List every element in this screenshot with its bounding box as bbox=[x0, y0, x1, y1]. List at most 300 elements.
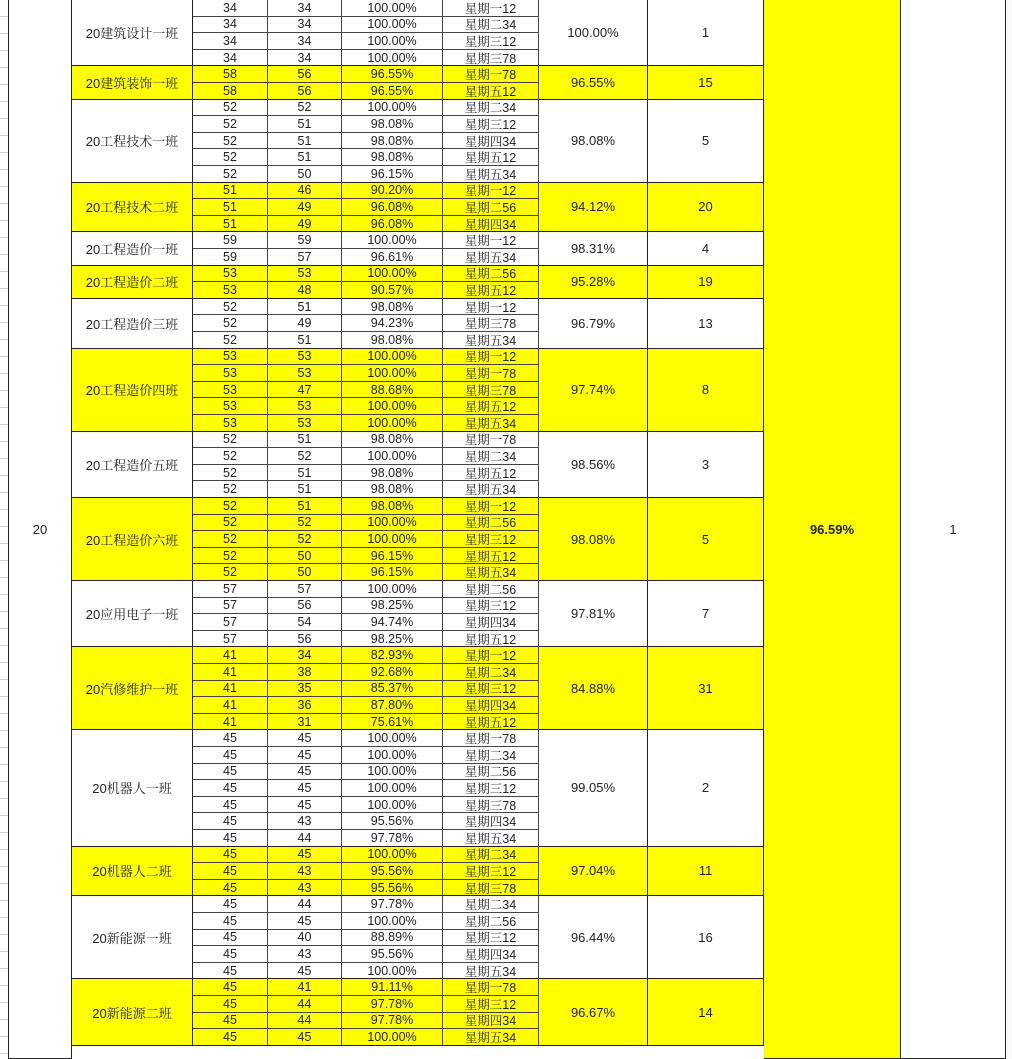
session-cell[interactable]: 星期五34 bbox=[443, 481, 539, 498]
present-count-cell[interactable]: 44 bbox=[268, 996, 342, 1013]
present-count-cell[interactable]: 51 bbox=[268, 465, 342, 482]
present-count-cell[interactable]: 56 bbox=[268, 598, 342, 615]
enrolled-count-cell[interactable]: 57 bbox=[193, 631, 268, 648]
present-count-cell[interactable]: 34 bbox=[268, 647, 342, 664]
present-count-cell[interactable]: 57 bbox=[268, 249, 342, 266]
attendance-rate-cell[interactable]: 100.00% bbox=[342, 365, 443, 382]
session-cell[interactable]: 星期三12 bbox=[443, 681, 539, 698]
class-rate-cell[interactable]: 98.31% bbox=[539, 232, 648, 265]
class-rank-cell[interactable]: 8 bbox=[648, 349, 764, 432]
session-cell[interactable]: 星期四34 bbox=[443, 946, 539, 963]
session-cell[interactable]: 星期四34 bbox=[443, 216, 539, 233]
enrolled-count-cell[interactable]: 45 bbox=[193, 913, 268, 930]
class-rate-cell[interactable]: 98.08% bbox=[539, 498, 648, 581]
enrolled-count-cell[interactable]: 52 bbox=[193, 548, 268, 565]
present-count-cell[interactable]: 43 bbox=[268, 946, 342, 963]
attendance-rate-cell[interactable]: 98.08% bbox=[342, 465, 443, 482]
class-rank-cell[interactable]: 3 bbox=[648, 432, 764, 498]
attendance-rate-cell[interactable]: 100.00% bbox=[342, 266, 443, 283]
class-rate-cell[interactable]: 97.74% bbox=[539, 349, 648, 432]
enrolled-count-cell[interactable]: 41 bbox=[193, 664, 268, 681]
class-rank-cell[interactable]: 16 bbox=[648, 896, 764, 979]
enrolled-count-cell[interactable]: 52 bbox=[193, 498, 268, 515]
class-name-cell[interactable]: 20工程造价六班 bbox=[72, 498, 193, 581]
class-rate-cell[interactable]: 96.67% bbox=[539, 979, 648, 1045]
present-count-cell[interactable]: 53 bbox=[268, 349, 342, 366]
enrolled-count-cell[interactable]: 45 bbox=[193, 946, 268, 963]
present-count-cell[interactable]: 36 bbox=[268, 697, 342, 714]
session-cell[interactable]: 星期三12 bbox=[443, 996, 539, 1013]
enrolled-count-cell[interactable]: 45 bbox=[193, 813, 268, 830]
attendance-rate-cell[interactable]: 100.00% bbox=[342, 780, 443, 797]
present-count-cell[interactable]: 53 bbox=[268, 415, 342, 432]
class-rank-cell[interactable]: 15 bbox=[648, 66, 764, 99]
present-count-cell[interactable]: 45 bbox=[268, 797, 342, 814]
present-count-cell[interactable]: 45 bbox=[268, 764, 342, 781]
present-count-cell[interactable]: 56 bbox=[268, 631, 342, 648]
class-rate-cell[interactable]: 100.00% bbox=[539, 0, 648, 66]
attendance-rate-cell[interactable]: 94.23% bbox=[342, 315, 443, 332]
session-cell[interactable]: 星期五34 bbox=[443, 830, 539, 847]
present-count-cell[interactable]: 52 bbox=[268, 448, 342, 465]
grade-rank-cell[interactable]: 1 bbox=[901, 0, 1006, 1059]
session-cell[interactable]: 星期五34 bbox=[443, 963, 539, 980]
attendance-rate-cell[interactable]: 95.56% bbox=[342, 880, 443, 897]
enrolled-count-cell[interactable]: 45 bbox=[193, 963, 268, 980]
class-name-cell[interactable]: 20工程技术一班 bbox=[72, 100, 193, 183]
attendance-rate-cell[interactable]: 100.00% bbox=[342, 17, 443, 34]
class-rate-cell[interactable]: 98.56% bbox=[539, 432, 648, 498]
session-cell[interactable]: 星期一78 bbox=[443, 432, 539, 449]
session-cell[interactable]: 星期四34 bbox=[443, 133, 539, 150]
enrolled-count-cell[interactable]: 53 bbox=[193, 349, 268, 366]
class-rate-cell[interactable]: 96.79% bbox=[539, 299, 648, 349]
attendance-rate-cell[interactable]: 98.08% bbox=[342, 432, 443, 449]
attendance-rate-cell[interactable]: 90.20% bbox=[342, 183, 443, 200]
present-count-cell[interactable]: 51 bbox=[268, 299, 342, 316]
present-count-cell[interactable]: 50 bbox=[268, 564, 342, 581]
attendance-rate-cell[interactable]: 94.74% bbox=[342, 614, 443, 631]
present-count-cell[interactable]: 35 bbox=[268, 681, 342, 698]
enrolled-count-cell[interactable]: 45 bbox=[193, 979, 268, 996]
present-count-cell[interactable]: 51 bbox=[268, 149, 342, 166]
class-rank-cell[interactable]: 19 bbox=[648, 266, 764, 299]
enrolled-count-cell[interactable]: 53 bbox=[193, 266, 268, 283]
session-cell[interactable]: 星期二34 bbox=[443, 847, 539, 864]
attendance-rate-cell[interactable]: 100.00% bbox=[342, 913, 443, 930]
present-count-cell[interactable]: 47 bbox=[268, 382, 342, 399]
present-count-cell[interactable]: 44 bbox=[268, 1013, 342, 1030]
attendance-rate-cell[interactable]: 85.37% bbox=[342, 681, 443, 698]
present-count-cell[interactable]: 34 bbox=[268, 0, 342, 17]
attendance-rate-cell[interactable]: 100.00% bbox=[342, 1029, 443, 1046]
class-name-cell[interactable]: 20工程造价四班 bbox=[72, 349, 193, 432]
enrolled-count-cell[interactable]: 52 bbox=[193, 315, 268, 332]
present-count-cell[interactable]: 52 bbox=[268, 100, 342, 117]
session-cell[interactable]: 星期三78 bbox=[443, 880, 539, 897]
enrolled-count-cell[interactable]: 53 bbox=[193, 282, 268, 299]
enrolled-count-cell[interactable]: 52 bbox=[193, 166, 268, 183]
enrolled-count-cell[interactable]: 59 bbox=[193, 232, 268, 249]
enrolled-count-cell[interactable]: 45 bbox=[193, 1013, 268, 1030]
present-count-cell[interactable]: 43 bbox=[268, 863, 342, 880]
attendance-rate-cell[interactable]: 100.00% bbox=[342, 33, 443, 50]
session-cell[interactable]: 星期一12 bbox=[443, 232, 539, 249]
session-cell[interactable]: 星期三78 bbox=[443, 797, 539, 814]
present-count-cell[interactable]: 53 bbox=[268, 365, 342, 382]
session-cell[interactable]: 星期四34 bbox=[443, 614, 539, 631]
class-rank-cell[interactable]: 11 bbox=[648, 847, 764, 897]
session-cell[interactable]: 星期五34 bbox=[443, 332, 539, 349]
session-cell[interactable]: 星期三12 bbox=[443, 116, 539, 133]
class-name-cell[interactable]: 20汽修维护一班 bbox=[72, 647, 193, 730]
class-rank-cell[interactable]: 20 bbox=[648, 183, 764, 233]
enrolled-count-cell[interactable]: 57 bbox=[193, 614, 268, 631]
attendance-rate-cell[interactable]: 100.00% bbox=[342, 764, 443, 781]
attendance-rate-cell[interactable]: 98.08% bbox=[342, 299, 443, 316]
attendance-rate-cell[interactable]: 95.56% bbox=[342, 863, 443, 880]
enrolled-count-cell[interactable]: 52 bbox=[193, 149, 268, 166]
present-count-cell[interactable]: 45 bbox=[268, 847, 342, 864]
session-cell[interactable]: 星期二34 bbox=[443, 17, 539, 34]
session-cell[interactable]: 星期一78 bbox=[443, 730, 539, 747]
enrolled-count-cell[interactable]: 34 bbox=[193, 0, 268, 17]
attendance-rate-cell[interactable]: 100.00% bbox=[342, 797, 443, 814]
attendance-rate-cell[interactable]: 98.08% bbox=[342, 332, 443, 349]
session-cell[interactable]: 星期一78 bbox=[443, 66, 539, 83]
present-count-cell[interactable]: 48 bbox=[268, 282, 342, 299]
session-cell[interactable]: 星期二56 bbox=[443, 913, 539, 930]
class-name-cell[interactable]: 20机器人二班 bbox=[72, 847, 193, 897]
present-count-cell[interactable]: 38 bbox=[268, 664, 342, 681]
enrolled-count-cell[interactable]: 45 bbox=[193, 764, 268, 781]
session-cell[interactable]: 星期五34 bbox=[443, 166, 539, 183]
enrolled-count-cell[interactable]: 53 bbox=[193, 382, 268, 399]
attendance-rate-cell[interactable]: 98.08% bbox=[342, 149, 443, 166]
class-rate-cell[interactable]: 99.05% bbox=[539, 730, 648, 846]
session-cell[interactable]: 星期五12 bbox=[443, 465, 539, 482]
session-cell[interactable]: 星期二34 bbox=[443, 448, 539, 465]
attendance-rate-cell[interactable]: 96.08% bbox=[342, 216, 443, 233]
class-rank-cell[interactable]: 5 bbox=[648, 498, 764, 581]
session-cell[interactable]: 星期五34 bbox=[443, 564, 539, 581]
class-name-cell[interactable]: 20建筑装饰一班 bbox=[72, 66, 193, 99]
enrolled-count-cell[interactable]: 53 bbox=[193, 365, 268, 382]
session-cell[interactable]: 星期三12 bbox=[443, 598, 539, 615]
attendance-rate-cell[interactable]: 87.80% bbox=[342, 697, 443, 714]
enrolled-count-cell[interactable]: 45 bbox=[193, 830, 268, 847]
class-name-cell[interactable]: 20工程造价二班 bbox=[72, 266, 193, 299]
attendance-rate-cell[interactable]: 100.00% bbox=[342, 0, 443, 17]
attendance-rate-cell[interactable]: 100.00% bbox=[342, 349, 443, 366]
present-count-cell[interactable]: 52 bbox=[268, 515, 342, 532]
enrolled-count-cell[interactable]: 52 bbox=[193, 133, 268, 150]
enrolled-count-cell[interactable]: 58 bbox=[193, 83, 268, 100]
enrolled-count-cell[interactable]: 45 bbox=[193, 1029, 268, 1046]
session-cell[interactable]: 星期五12 bbox=[443, 631, 539, 648]
enrolled-count-cell[interactable]: 53 bbox=[193, 398, 268, 415]
enrolled-count-cell[interactable]: 41 bbox=[193, 647, 268, 664]
session-cell[interactable]: 星期一12 bbox=[443, 0, 539, 17]
enrolled-count-cell[interactable]: 34 bbox=[193, 33, 268, 50]
present-count-cell[interactable]: 53 bbox=[268, 266, 342, 283]
enrolled-count-cell[interactable]: 52 bbox=[193, 332, 268, 349]
enrolled-count-cell[interactable]: 52 bbox=[193, 116, 268, 133]
class-name-cell[interactable]: 20机器人一班 bbox=[72, 730, 193, 846]
class-rank-cell[interactable]: 7 bbox=[648, 581, 764, 647]
enrolled-count-cell[interactable]: 45 bbox=[193, 847, 268, 864]
session-cell[interactable]: 星期四34 bbox=[443, 1013, 539, 1030]
session-cell[interactable]: 星期二34 bbox=[443, 664, 539, 681]
attendance-rate-cell[interactable]: 96.15% bbox=[342, 548, 443, 565]
present-count-cell[interactable]: 45 bbox=[268, 1029, 342, 1046]
enrolled-count-cell[interactable]: 53 bbox=[193, 415, 268, 432]
session-cell[interactable]: 星期五12 bbox=[443, 398, 539, 415]
session-cell[interactable]: 星期四34 bbox=[443, 697, 539, 714]
enrolled-count-cell[interactable]: 58 bbox=[193, 66, 268, 83]
enrolled-count-cell[interactable]: 52 bbox=[193, 531, 268, 548]
attendance-rate-cell[interactable]: 97.78% bbox=[342, 1013, 443, 1030]
class-rate-cell[interactable]: 96.44% bbox=[539, 896, 648, 979]
present-count-cell[interactable]: 44 bbox=[268, 830, 342, 847]
present-count-cell[interactable]: 50 bbox=[268, 548, 342, 565]
session-cell[interactable]: 星期三12 bbox=[443, 531, 539, 548]
session-cell[interactable]: 星期一12 bbox=[443, 647, 539, 664]
session-cell[interactable]: 星期一12 bbox=[443, 498, 539, 515]
session-cell[interactable]: 星期五12 bbox=[443, 149, 539, 166]
present-count-cell[interactable]: 45 bbox=[268, 780, 342, 797]
present-count-cell[interactable]: 45 bbox=[268, 963, 342, 980]
session-cell[interactable]: 星期二56 bbox=[443, 581, 539, 598]
class-name-cell[interactable]: 20新能源二班 bbox=[72, 979, 193, 1045]
present-count-cell[interactable]: 51 bbox=[268, 498, 342, 515]
attendance-rate-cell[interactable]: 97.78% bbox=[342, 996, 443, 1013]
class-rate-cell[interactable]: 95.28% bbox=[539, 266, 648, 299]
class-rate-cell[interactable]: 97.04% bbox=[539, 847, 648, 897]
attendance-rate-cell[interactable]: 96.55% bbox=[342, 83, 443, 100]
present-count-cell[interactable]: 51 bbox=[268, 481, 342, 498]
session-cell[interactable]: 星期一12 bbox=[443, 183, 539, 200]
enrolled-count-cell[interactable]: 52 bbox=[193, 481, 268, 498]
enrolled-count-cell[interactable]: 34 bbox=[193, 17, 268, 34]
session-cell[interactable]: 星期一78 bbox=[443, 979, 539, 996]
enrolled-count-cell[interactable]: 52 bbox=[193, 515, 268, 532]
present-count-cell[interactable]: 49 bbox=[268, 315, 342, 332]
session-cell[interactable]: 星期二34 bbox=[443, 747, 539, 764]
session-cell[interactable]: 星期二34 bbox=[443, 100, 539, 117]
class-name-cell[interactable]: 20应用电子一班 bbox=[72, 581, 193, 647]
present-count-cell[interactable]: 41 bbox=[268, 979, 342, 996]
attendance-rate-cell[interactable]: 96.55% bbox=[342, 66, 443, 83]
session-cell[interactable]: 星期五12 bbox=[443, 714, 539, 731]
present-count-cell[interactable]: 52 bbox=[268, 531, 342, 548]
present-count-cell[interactable]: 51 bbox=[268, 133, 342, 150]
attendance-rate-cell[interactable]: 95.56% bbox=[342, 813, 443, 830]
attendance-rate-cell[interactable]: 98.08% bbox=[342, 116, 443, 133]
session-cell[interactable]: 星期一12 bbox=[443, 299, 539, 316]
present-count-cell[interactable]: 59 bbox=[268, 232, 342, 249]
class-rate-cell[interactable]: 97.81% bbox=[539, 581, 648, 647]
attendance-rate-cell[interactable]: 92.68% bbox=[342, 664, 443, 681]
attendance-rate-cell[interactable]: 100.00% bbox=[342, 50, 443, 67]
session-cell[interactable]: 星期三78 bbox=[443, 50, 539, 67]
attendance-rate-cell[interactable]: 98.08% bbox=[342, 498, 443, 515]
present-count-cell[interactable]: 43 bbox=[268, 880, 342, 897]
present-count-cell[interactable]: 46 bbox=[268, 183, 342, 200]
attendance-rate-cell[interactable]: 90.57% bbox=[342, 282, 443, 299]
enrolled-count-cell[interactable]: 45 bbox=[193, 780, 268, 797]
enrolled-count-cell[interactable]: 57 bbox=[193, 581, 268, 598]
enrolled-count-cell[interactable]: 45 bbox=[193, 797, 268, 814]
enrolled-count-cell[interactable]: 45 bbox=[193, 880, 268, 897]
enrolled-count-cell[interactable]: 52 bbox=[193, 100, 268, 117]
class-name-cell[interactable]: 20工程造价一班 bbox=[72, 232, 193, 265]
present-count-cell[interactable]: 45 bbox=[268, 730, 342, 747]
class-rank-cell[interactable]: 4 bbox=[648, 232, 764, 265]
attendance-rate-cell[interactable]: 96.61% bbox=[342, 249, 443, 266]
session-cell[interactable]: 星期三12 bbox=[443, 930, 539, 947]
present-count-cell[interactable]: 45 bbox=[268, 913, 342, 930]
attendance-rate-cell[interactable]: 91.11% bbox=[342, 979, 443, 996]
session-cell[interactable]: 星期三78 bbox=[443, 315, 539, 332]
enrolled-count-cell[interactable]: 59 bbox=[193, 249, 268, 266]
enrolled-count-cell[interactable]: 45 bbox=[193, 730, 268, 747]
present-count-cell[interactable]: 56 bbox=[268, 83, 342, 100]
attendance-rate-cell[interactable]: 97.78% bbox=[342, 830, 443, 847]
attendance-rate-cell[interactable]: 95.56% bbox=[342, 946, 443, 963]
present-count-cell[interactable]: 54 bbox=[268, 614, 342, 631]
attendance-rate-cell[interactable]: 88.89% bbox=[342, 930, 443, 947]
attendance-rate-cell[interactable]: 98.08% bbox=[342, 481, 443, 498]
enrolled-count-cell[interactable]: 41 bbox=[193, 697, 268, 714]
present-count-cell[interactable]: 57 bbox=[268, 581, 342, 598]
present-count-cell[interactable]: 34 bbox=[268, 33, 342, 50]
attendance-rate-cell[interactable]: 98.08% bbox=[342, 133, 443, 150]
enrolled-count-cell[interactable]: 52 bbox=[193, 432, 268, 449]
present-count-cell[interactable]: 43 bbox=[268, 813, 342, 830]
class-rate-cell[interactable]: 96.55% bbox=[539, 66, 648, 99]
class-rank-cell[interactable]: 2 bbox=[648, 730, 764, 846]
attendance-rate-cell[interactable]: 75.61% bbox=[342, 714, 443, 731]
session-cell[interactable]: 星期二56 bbox=[443, 764, 539, 781]
class-name-cell[interactable]: 20建筑设计一班 bbox=[72, 0, 193, 66]
enrolled-count-cell[interactable]: 52 bbox=[193, 465, 268, 482]
session-cell[interactable]: 星期四34 bbox=[443, 813, 539, 830]
session-cell[interactable]: 星期二56 bbox=[443, 266, 539, 283]
attendance-rate-cell[interactable]: 100.00% bbox=[342, 515, 443, 532]
grade-cell[interactable]: 20 bbox=[8, 0, 72, 1059]
class-rate-cell[interactable]: 84.88% bbox=[539, 647, 648, 730]
attendance-rate-cell[interactable]: 88.68% bbox=[342, 382, 443, 399]
session-cell[interactable]: 星期三12 bbox=[443, 33, 539, 50]
present-count-cell[interactable]: 51 bbox=[268, 432, 342, 449]
session-cell[interactable]: 星期五34 bbox=[443, 415, 539, 432]
class-name-cell[interactable]: 20新能源一班 bbox=[72, 896, 193, 979]
session-cell[interactable]: 星期三78 bbox=[443, 382, 539, 399]
present-count-cell[interactable]: 53 bbox=[268, 398, 342, 415]
session-cell[interactable]: 星期三12 bbox=[443, 863, 539, 880]
enrolled-count-cell[interactable]: 52 bbox=[193, 299, 268, 316]
class-rank-cell[interactable]: 5 bbox=[648, 100, 764, 183]
attendance-rate-cell[interactable]: 96.15% bbox=[342, 564, 443, 581]
attendance-rate-cell[interactable]: 100.00% bbox=[342, 415, 443, 432]
grade-rate-cell[interactable]: 96.59% bbox=[764, 0, 901, 1059]
session-cell[interactable]: 星期五12 bbox=[443, 282, 539, 299]
attendance-rate-cell[interactable]: 98.25% bbox=[342, 631, 443, 648]
present-count-cell[interactable]: 45 bbox=[268, 747, 342, 764]
enrolled-count-cell[interactable]: 51 bbox=[193, 199, 268, 216]
enrolled-count-cell[interactable]: 45 bbox=[193, 747, 268, 764]
session-cell[interactable]: 星期一78 bbox=[443, 365, 539, 382]
enrolled-count-cell[interactable]: 45 bbox=[193, 930, 268, 947]
present-count-cell[interactable]: 50 bbox=[268, 166, 342, 183]
present-count-cell[interactable]: 34 bbox=[268, 50, 342, 67]
attendance-rate-cell[interactable]: 100.00% bbox=[342, 747, 443, 764]
attendance-rate-cell[interactable]: 82.93% bbox=[342, 647, 443, 664]
present-count-cell[interactable]: 56 bbox=[268, 66, 342, 83]
class-name-cell[interactable]: 20工程造价五班 bbox=[72, 432, 193, 498]
present-count-cell[interactable]: 31 bbox=[268, 714, 342, 731]
session-cell[interactable]: 星期五34 bbox=[443, 249, 539, 266]
session-cell[interactable]: 星期五12 bbox=[443, 548, 539, 565]
class-rate-cell[interactable]: 94.12% bbox=[539, 183, 648, 233]
class-rank-cell[interactable]: 13 bbox=[648, 299, 764, 349]
enrolled-count-cell[interactable]: 57 bbox=[193, 598, 268, 615]
attendance-rate-cell[interactable]: 96.15% bbox=[342, 166, 443, 183]
class-rank-cell[interactable]: 14 bbox=[648, 979, 764, 1045]
attendance-rate-cell[interactable]: 100.00% bbox=[342, 730, 443, 747]
attendance-rate-cell[interactable]: 97.78% bbox=[342, 896, 443, 913]
attendance-rate-cell[interactable]: 100.00% bbox=[342, 100, 443, 117]
attendance-rate-cell[interactable]: 100.00% bbox=[342, 847, 443, 864]
present-count-cell[interactable]: 40 bbox=[268, 930, 342, 947]
class-rank-cell[interactable]: 1 bbox=[648, 0, 764, 66]
class-name-cell[interactable]: 20工程技术二班 bbox=[72, 183, 193, 233]
present-count-cell[interactable]: 49 bbox=[268, 216, 342, 233]
attendance-rate-cell[interactable]: 100.00% bbox=[342, 531, 443, 548]
session-cell[interactable]: 星期二56 bbox=[443, 515, 539, 532]
attendance-rate-cell[interactable]: 98.25% bbox=[342, 598, 443, 615]
session-cell[interactable]: 星期三12 bbox=[443, 780, 539, 797]
class-rate-cell[interactable]: 98.08% bbox=[539, 100, 648, 183]
session-cell[interactable]: 星期二34 bbox=[443, 896, 539, 913]
enrolled-count-cell[interactable]: 41 bbox=[193, 681, 268, 698]
enrolled-count-cell[interactable]: 34 bbox=[193, 50, 268, 67]
class-name-cell[interactable]: 20工程造价三班 bbox=[72, 299, 193, 349]
session-cell[interactable]: 星期五12 bbox=[443, 83, 539, 100]
present-count-cell[interactable]: 34 bbox=[268, 17, 342, 34]
class-rank-cell[interactable]: 31 bbox=[648, 647, 764, 730]
attendance-rate-cell[interactable]: 100.00% bbox=[342, 232, 443, 249]
session-cell[interactable]: 星期二56 bbox=[443, 199, 539, 216]
enrolled-count-cell[interactable]: 45 bbox=[193, 996, 268, 1013]
attendance-rate-cell[interactable]: 100.00% bbox=[342, 448, 443, 465]
present-count-cell[interactable]: 51 bbox=[268, 332, 342, 349]
attendance-rate-cell[interactable]: 100.00% bbox=[342, 963, 443, 980]
attendance-rate-cell[interactable]: 100.00% bbox=[342, 398, 443, 415]
present-count-cell[interactable]: 44 bbox=[268, 896, 342, 913]
enrolled-count-cell[interactable]: 52 bbox=[193, 448, 268, 465]
present-count-cell[interactable]: 49 bbox=[268, 199, 342, 216]
enrolled-count-cell[interactable]: 51 bbox=[193, 183, 268, 200]
enrolled-count-cell[interactable]: 52 bbox=[193, 564, 268, 581]
session-cell[interactable]: 星期一12 bbox=[443, 349, 539, 366]
present-count-cell[interactable]: 51 bbox=[268, 116, 342, 133]
enrolled-count-cell[interactable]: 41 bbox=[193, 714, 268, 731]
attendance-rate-cell[interactable]: 96.08% bbox=[342, 199, 443, 216]
attendance-rate-cell[interactable]: 100.00% bbox=[342, 581, 443, 598]
enrolled-count-cell[interactable]: 51 bbox=[193, 216, 268, 233]
